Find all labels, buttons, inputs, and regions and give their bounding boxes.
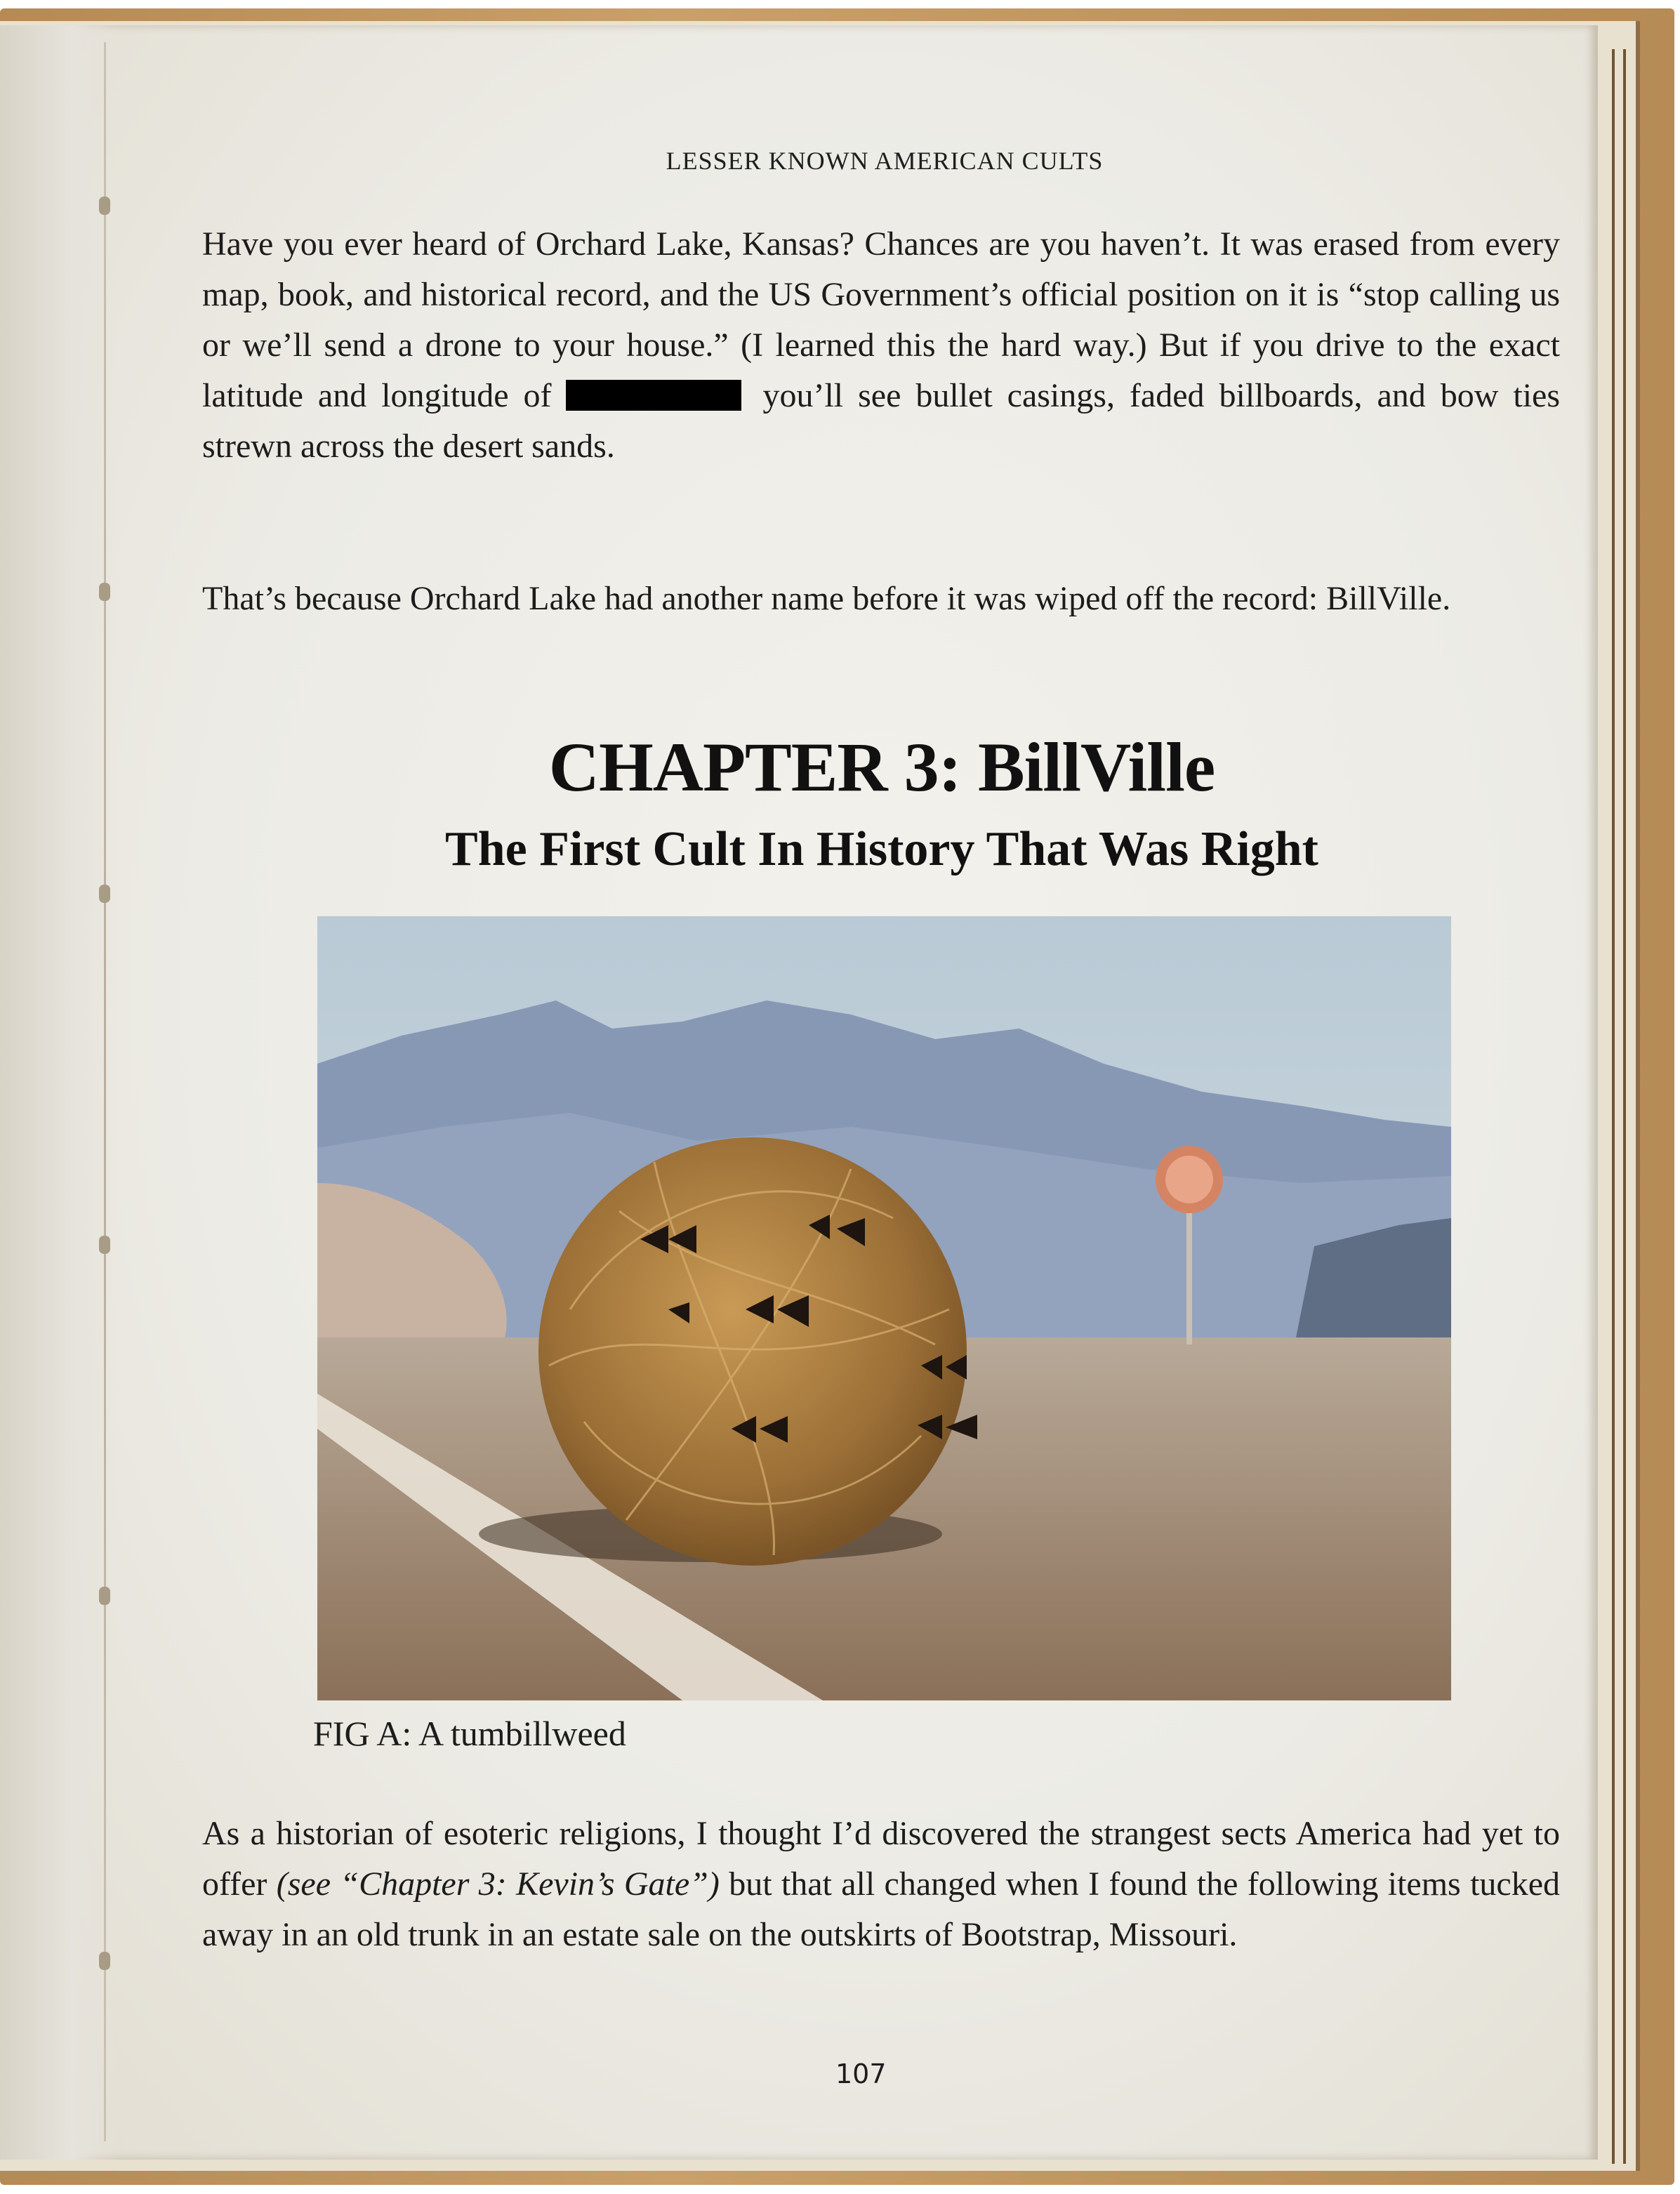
page-number: 107 (835, 2058, 887, 2089)
third-text-a: As a historian of esoteric religions, I thought I’d discovered the strangest sects America had yet to offer (202, 1815, 1560, 1903)
figure-photo (317, 916, 1451, 1700)
binding-stitch (99, 197, 110, 215)
binding-stitch (99, 885, 110, 903)
third-paragraph (202, 1809, 1560, 1960)
binding-stitch (99, 1236, 110, 1254)
third-text-b: but that all changed when I found the following items tucked away in an old trunk in an estate sale on the outskirts of Bootstrap, Missouri. (202, 1865, 1561, 1953)
chapter-subtitle: The First Cult In History That Was Right (445, 822, 1318, 876)
spine-shadow (0, 25, 119, 2160)
binding-stitch (99, 1587, 110, 1605)
page-edge-line (1612, 49, 1615, 2164)
binding-stitch (99, 583, 110, 601)
binding-line (104, 42, 106, 2141)
tumbleweed-illustration (317, 916, 1451, 1700)
chapter-title: CHAPTER 3: BillVille (548, 728, 1215, 806)
second-paragraph: That’s because Orchard Lake had another name before it was wiped off the record: BillVille. (202, 580, 1451, 617)
intro-text-a: Have you ever heard of Orchard Lake, Kansas? Chances are you haven’t. It was erased from every map, book, and historical record, and the US Government’s official position on it is “stop calling us or we’ll send a drone to your house.” (I learned this the hard way.) But if you drive to the exact latitude and longitude of (202, 225, 1560, 414)
figure-caption: FIG A: A tumbillweed (313, 1714, 626, 1753)
redaction-bar (566, 380, 741, 411)
page-edge-line (1623, 49, 1626, 2164)
chapter-reference: (see “Chapter 3: Kevin’s Gate”) (276, 1865, 720, 1903)
intro-text-b: you’ll see bullet casings, faded billboards, and bow ties strewn across the desert sands. (202, 377, 1561, 465)
binding-stitch (99, 1952, 110, 1970)
intro-paragraph (202, 219, 1560, 472)
running-head: LESSER KNOWN AMERICAN CULTS (666, 147, 1104, 175)
